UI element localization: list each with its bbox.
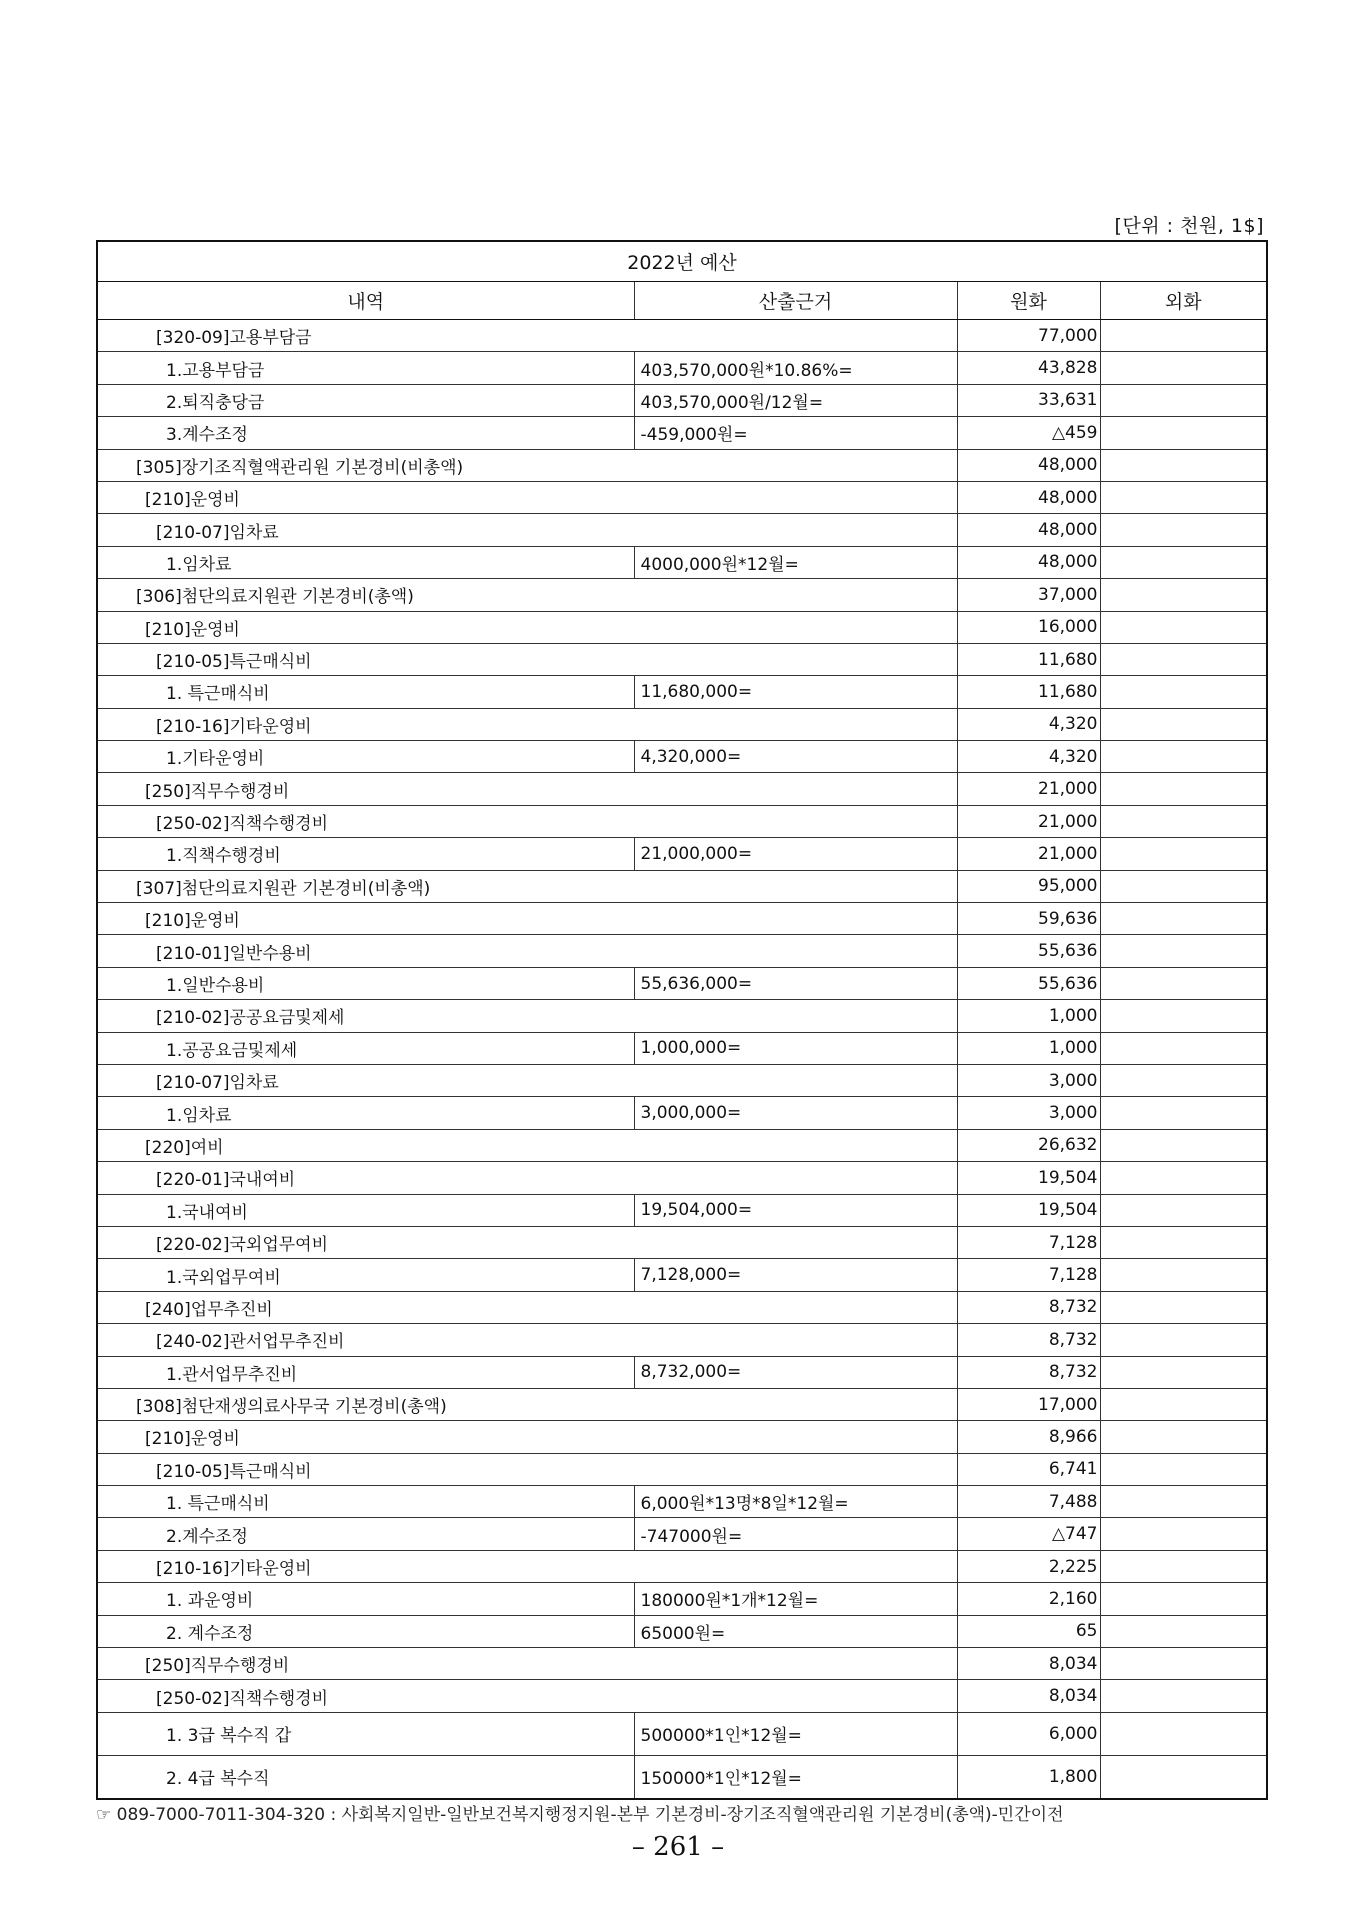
foreign-cell	[1100, 546, 1267, 578]
foreign-cell	[1100, 417, 1267, 449]
item-cell: 1.일반수용비	[97, 967, 634, 999]
item-cell: [220]여비	[97, 1129, 957, 1161]
table-row	[97, 870, 1267, 902]
table-row	[97, 384, 1267, 416]
table-row	[97, 1755, 1267, 1799]
table-row	[97, 579, 1267, 611]
table-row	[97, 1129, 1267, 1161]
won-cell: 8,732	[957, 1291, 1100, 1323]
column-header-item: 내역	[97, 282, 634, 320]
table-row	[97, 1648, 1267, 1680]
unit-label: [단위 : 천원, 1$]	[1114, 215, 1264, 237]
won-cell: 48,000	[957, 481, 1100, 513]
item-cell: 3.계수조정	[97, 417, 634, 449]
table-row	[97, 805, 1267, 837]
foreign-cell	[1100, 1583, 1267, 1615]
item-cell: [308]첨단재생의료사무국 기본경비(총액)	[97, 1388, 957, 1420]
table-row	[97, 1032, 1267, 1064]
foreign-cell	[1100, 1648, 1267, 1680]
won-cell: 55,636	[957, 967, 1100, 999]
item-cell: [210]운영비	[97, 903, 957, 935]
won-cell: 2,225	[957, 1550, 1100, 1582]
item-cell: [320-09]고용부담금	[97, 320, 957, 352]
won-cell: 8,966	[957, 1421, 1100, 1453]
won-cell: 59,636	[957, 903, 1100, 935]
item-cell: [210-05]특근매식비	[97, 643, 957, 675]
won-cell: 8,732	[957, 1356, 1100, 1388]
foreign-cell	[1100, 903, 1267, 935]
foreign-cell	[1100, 708, 1267, 740]
table-row	[97, 773, 1267, 805]
foreign-cell	[1100, 514, 1267, 546]
foreign-cell	[1100, 1518, 1267, 1550]
table-row	[97, 1486, 1267, 1518]
item-cell: [210-07]임차료	[97, 1064, 957, 1096]
won-cell: 48,000	[957, 514, 1100, 546]
year-header: 2022년 예산	[97, 241, 1267, 282]
won-cell: 65	[957, 1615, 1100, 1647]
won-cell: 8,034	[957, 1680, 1100, 1712]
basis-cell: 1,000,000=	[634, 1032, 957, 1064]
table-row	[97, 1259, 1267, 1291]
table-row	[97, 1162, 1267, 1194]
won-cell: 77,000	[957, 320, 1100, 352]
foreign-cell	[1100, 838, 1267, 870]
table-row	[97, 1064, 1267, 1096]
foreign-cell	[1100, 1324, 1267, 1356]
foreign-cell	[1100, 1032, 1267, 1064]
basis-cell: 403,570,000원*10.86%=	[634, 352, 957, 384]
basis-cell: -747000원=	[634, 1518, 957, 1550]
won-cell: 3,000	[957, 1097, 1100, 1129]
item-cell: [210]운영비	[97, 1421, 957, 1453]
won-cell: 1,000	[957, 1032, 1100, 1064]
item-cell: [250]직무수행경비	[97, 773, 957, 805]
item-cell: [250]직무수행경비	[97, 1648, 957, 1680]
table-row	[97, 1712, 1267, 1755]
won-cell: 11,680	[957, 676, 1100, 708]
page-number: – 261 –	[631, 1832, 725, 1862]
item-cell: 1. 3급 복수직 갑	[97, 1712, 634, 1755]
won-cell: 1,800	[957, 1755, 1100, 1799]
won-cell: 1,000	[957, 1000, 1100, 1032]
foreign-cell	[1100, 1064, 1267, 1096]
table-row	[97, 741, 1267, 773]
item-cell: 1. 특근매식비	[97, 1486, 634, 1518]
item-cell: [305]장기조직혈액관리원 기본경비(비총액)	[97, 449, 957, 481]
basis-cell: 6,000원*13명*8일*12월=	[634, 1486, 957, 1518]
item-cell: [210-05]특근매식비	[97, 1453, 957, 1485]
table-body	[97, 320, 1267, 1799]
foreign-cell	[1100, 676, 1267, 708]
basis-cell: 7,128,000=	[634, 1259, 957, 1291]
item-cell: [210-02]공공요금및제세	[97, 1000, 957, 1032]
won-cell: 11,680	[957, 643, 1100, 675]
table-row	[97, 1421, 1267, 1453]
foreign-cell	[1100, 1388, 1267, 1420]
item-cell: 2.계수조정	[97, 1518, 634, 1550]
basis-cell: 8,732,000=	[634, 1356, 957, 1388]
foreign-cell	[1100, 967, 1267, 999]
item-cell: 1.직책수행경비	[97, 838, 634, 870]
basis-cell: -459,000원=	[634, 417, 957, 449]
foreign-cell	[1100, 1421, 1267, 1453]
footnote: ☞ 089-7000-7011-304-320 : 사회복지일반-일반보건복지행정지원-본부 기본경비-장기조직혈액관리원 기본경비(총액)-민간이전	[96, 1805, 1064, 1825]
won-cell: 6,000	[957, 1712, 1100, 1755]
item-cell: 1. 과운영비	[97, 1583, 634, 1615]
item-cell: [240]업무추진비	[97, 1291, 957, 1323]
foreign-cell	[1100, 1755, 1267, 1799]
table-row	[97, 643, 1267, 675]
won-cell: 8,732	[957, 1324, 1100, 1356]
foreign-cell	[1100, 741, 1267, 773]
item-cell: 1.관서업무추진비	[97, 1356, 634, 1388]
won-cell: 4,320	[957, 708, 1100, 740]
won-cell: 19,504	[957, 1162, 1100, 1194]
item-cell: [210]운영비	[97, 611, 957, 643]
basis-cell: 55,636,000=	[634, 967, 957, 999]
table-row	[97, 1356, 1267, 1388]
basis-cell: 4000,000원*12월=	[634, 546, 957, 578]
foreign-cell	[1100, 935, 1267, 967]
item-cell: 1.국내여비	[97, 1194, 634, 1226]
won-cell: 33,631	[957, 384, 1100, 416]
foreign-cell	[1100, 384, 1267, 416]
won-cell: 48,000	[957, 546, 1100, 578]
table-row	[97, 417, 1267, 449]
foreign-cell	[1100, 1129, 1267, 1161]
foreign-cell	[1100, 611, 1267, 643]
item-cell: [210-16]기타운영비	[97, 1550, 957, 1582]
table-row	[97, 320, 1267, 352]
item-cell: [210-07]임차료	[97, 514, 957, 546]
table-row	[97, 1680, 1267, 1712]
foreign-cell	[1100, 1453, 1267, 1485]
foreign-cell	[1100, 1550, 1267, 1582]
item-cell: 2. 4급 복수직	[97, 1755, 634, 1799]
item-cell: [250-02]직책수행경비	[97, 805, 957, 837]
won-cell: 6,741	[957, 1453, 1100, 1485]
table-row	[97, 352, 1267, 384]
won-cell: 17,000	[957, 1388, 1100, 1420]
won-cell: 21,000	[957, 838, 1100, 870]
foreign-cell	[1100, 1680, 1267, 1712]
table-row	[97, 838, 1267, 870]
item-cell: 2. 계수조정	[97, 1615, 634, 1647]
basis-cell: 4,320,000=	[634, 741, 957, 773]
item-cell: [307]첨단의료지원관 기본경비(비총액)	[97, 870, 957, 902]
won-cell: 48,000	[957, 449, 1100, 481]
won-cell: 26,632	[957, 1129, 1100, 1161]
item-cell: [306]첨단의료지원관 기본경비(총액)	[97, 579, 957, 611]
foreign-cell	[1100, 1615, 1267, 1647]
item-cell: [210]운영비	[97, 481, 957, 513]
won-cell: 7,128	[957, 1259, 1100, 1291]
foreign-cell	[1100, 643, 1267, 675]
item-cell: 1.고용부담금	[97, 352, 634, 384]
won-cell: 19,504	[957, 1194, 1100, 1226]
won-cell: △459	[957, 417, 1100, 449]
won-cell: 3,000	[957, 1064, 1100, 1096]
column-header-basis: 산출근거	[634, 282, 957, 320]
table-row	[97, 1583, 1267, 1615]
foreign-cell	[1100, 1162, 1267, 1194]
item-cell: [250-02]직책수행경비	[97, 1680, 957, 1712]
basis-cell: 19,504,000=	[634, 1194, 957, 1226]
won-cell: 16,000	[957, 611, 1100, 643]
basis-cell: 11,680,000=	[634, 676, 957, 708]
table-row	[97, 1097, 1267, 1129]
won-cell: 21,000	[957, 805, 1100, 837]
item-cell: [210-16]기타운영비	[97, 708, 957, 740]
table-row	[97, 481, 1267, 513]
won-cell: 55,636	[957, 935, 1100, 967]
foreign-cell	[1100, 773, 1267, 805]
won-cell: 37,000	[957, 579, 1100, 611]
foreign-cell	[1100, 1712, 1267, 1755]
table-row	[97, 1388, 1267, 1420]
won-cell: 8,034	[957, 1648, 1100, 1680]
item-cell: 1.임차료	[97, 546, 634, 578]
won-cell: 4,320	[957, 741, 1100, 773]
basis-cell: 21,000,000=	[634, 838, 957, 870]
foreign-cell	[1100, 449, 1267, 481]
item-cell: 1.공공요금및제세	[97, 1032, 634, 1064]
item-cell: [210-01]일반수용비	[97, 935, 957, 967]
basis-cell: 150000*1인*12월=	[634, 1755, 957, 1799]
foreign-cell	[1100, 352, 1267, 384]
item-cell: 1.국외업무여비	[97, 1259, 634, 1291]
table-row	[97, 1324, 1267, 1356]
foreign-cell	[1100, 1194, 1267, 1226]
item-cell: 2.퇴직충당금	[97, 384, 634, 416]
table-row	[97, 1453, 1267, 1485]
won-cell: 2,160	[957, 1583, 1100, 1615]
table-row	[97, 449, 1267, 481]
foreign-cell	[1100, 1000, 1267, 1032]
column-header-won: 원화	[957, 282, 1100, 320]
table-row	[97, 967, 1267, 999]
item-cell: 1. 특근매식비	[97, 676, 634, 708]
table-row	[97, 611, 1267, 643]
item-cell: [220-02]국외업무여비	[97, 1226, 957, 1258]
basis-cell: 3,000,000=	[634, 1097, 957, 1129]
won-cell: 21,000	[957, 773, 1100, 805]
table-row	[97, 1194, 1267, 1226]
table-row	[97, 514, 1267, 546]
won-cell: △747	[957, 1518, 1100, 1550]
item-cell: 1.임차료	[97, 1097, 634, 1129]
item-cell: 1.기타운영비	[97, 741, 634, 773]
table-row	[97, 676, 1267, 708]
foreign-cell	[1100, 1291, 1267, 1323]
table-row	[97, 708, 1267, 740]
item-cell: [220-01]국내여비	[97, 1162, 957, 1194]
basis-cell: 500000*1인*12월=	[634, 1712, 957, 1755]
basis-cell: 65000원=	[634, 1615, 957, 1647]
foreign-cell	[1100, 805, 1267, 837]
won-cell: 7,128	[957, 1226, 1100, 1258]
table-row	[97, 1550, 1267, 1582]
table-row	[97, 1291, 1267, 1323]
won-cell: 95,000	[957, 870, 1100, 902]
foreign-cell	[1100, 1259, 1267, 1291]
foreign-cell	[1100, 870, 1267, 902]
won-cell: 7,488	[957, 1486, 1100, 1518]
foreign-cell	[1100, 1356, 1267, 1388]
table-row	[97, 903, 1267, 935]
column-header-foreign: 외화	[1100, 282, 1267, 320]
basis-cell: 180000원*1개*12월=	[634, 1583, 957, 1615]
foreign-cell	[1100, 1097, 1267, 1129]
basis-cell: 403,570,000원/12월=	[634, 384, 957, 416]
table-row	[97, 546, 1267, 578]
table-row	[97, 1226, 1267, 1258]
table-row	[97, 1000, 1267, 1032]
foreign-cell	[1100, 579, 1267, 611]
item-cell: [240-02]관서업무추진비	[97, 1324, 957, 1356]
foreign-cell	[1100, 481, 1267, 513]
foreign-cell	[1100, 1486, 1267, 1518]
table-row	[97, 935, 1267, 967]
table-row	[97, 1518, 1267, 1550]
budget-table	[96, 240, 1268, 1800]
won-cell: 43,828	[957, 352, 1100, 384]
foreign-cell	[1100, 1226, 1267, 1258]
foreign-cell	[1100, 320, 1267, 352]
table-row	[97, 1615, 1267, 1647]
